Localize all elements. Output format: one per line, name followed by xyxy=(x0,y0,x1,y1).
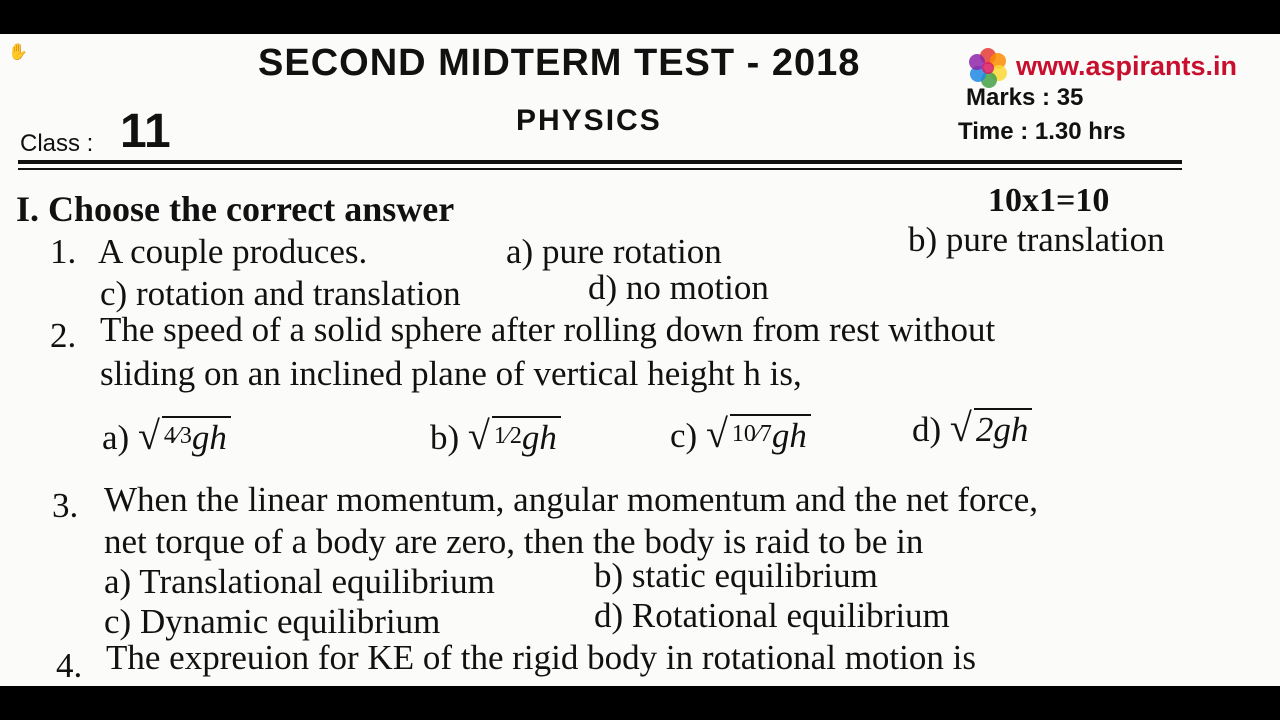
question-1-option-a: a) pure rotation xyxy=(506,232,722,271)
header-divider xyxy=(18,160,1182,164)
question-4-line-1: The expreuion for KE of the rigid body in rotational motion is xyxy=(106,638,976,677)
question-3-option-d: d) Rotational equilibrium xyxy=(594,596,950,635)
website-link[interactable]: www.aspirants.in xyxy=(1016,51,1238,81)
question-3-option-b: b) static equilibrium xyxy=(594,556,878,595)
question-1-option-c: c) rotation and translation xyxy=(100,274,461,313)
hand-cursor-icon: ✋ xyxy=(8,42,28,61)
section-heading: I. Choose the correct answer xyxy=(16,189,455,229)
question-1-option-d: d) no motion xyxy=(588,268,769,307)
square-root-icon: √ xyxy=(705,411,728,456)
option-b-variable: gh xyxy=(521,418,557,457)
option-d-label: d) xyxy=(912,410,942,449)
option-a-label: a) xyxy=(102,418,130,457)
option-a-variable: gh xyxy=(191,418,227,457)
question-2-option-b xyxy=(430,412,561,459)
question-2-line-1: The speed of a solid sphere after rolling down from rest without xyxy=(100,310,996,349)
marks-label: Marks : 35 xyxy=(966,84,1084,111)
option-a-fraction: 4⁄3 xyxy=(163,423,192,449)
exam-title: SECOND MIDTERM TEST - 2018 xyxy=(258,42,861,84)
class-value: 11 xyxy=(120,105,171,158)
question-1-number: 1. xyxy=(50,232,77,271)
option-c-label: c) xyxy=(670,416,698,455)
question-2-line-2: sliding on an inclined plane of vertical height h is, xyxy=(100,354,802,393)
video-letterbox-bottom xyxy=(0,686,1280,720)
question-1-text: A couple produces. xyxy=(98,232,368,271)
square-root-icon: √ xyxy=(949,405,972,450)
subject-title: PHYSICS xyxy=(516,104,662,137)
question-2-option-c xyxy=(670,410,811,457)
option-b-label: b) xyxy=(430,418,460,457)
option-c-fraction: 10⁄7 xyxy=(731,421,772,447)
square-root-icon: √ xyxy=(137,413,160,458)
question-1-option-b: b) pure translation xyxy=(908,220,1165,259)
option-d-expression: 2gh xyxy=(974,408,1033,450)
question-2-option-d xyxy=(912,404,1032,451)
class-label: Class : xyxy=(20,130,94,157)
question-3-option-a: a) Translational equilibrium xyxy=(104,562,495,601)
question-3-option-c: c) Dynamic equilibrium xyxy=(104,602,441,641)
question-4-number: 4. xyxy=(56,646,83,685)
question-3-line-1: When the linear momentum, angular momentum and the net force, xyxy=(104,480,1038,519)
question-2-option-a xyxy=(102,412,231,459)
section-scoring: 10x1=10 xyxy=(988,182,1110,219)
question-3-line-2: net torque of a body are zero, then the body is raid to be in xyxy=(104,522,924,561)
exam-paper xyxy=(0,34,1280,686)
option-b-fraction: 1⁄2 xyxy=(493,423,522,449)
question-2-number: 2. xyxy=(50,316,77,355)
option-c-variable: gh xyxy=(771,416,807,455)
header-divider-thin xyxy=(18,168,1182,170)
time-label: Time : 1.30 hrs xyxy=(958,118,1126,145)
video-letterbox-top xyxy=(0,0,1280,34)
square-root-icon: √ xyxy=(467,413,490,458)
question-3-number: 3. xyxy=(52,486,79,525)
